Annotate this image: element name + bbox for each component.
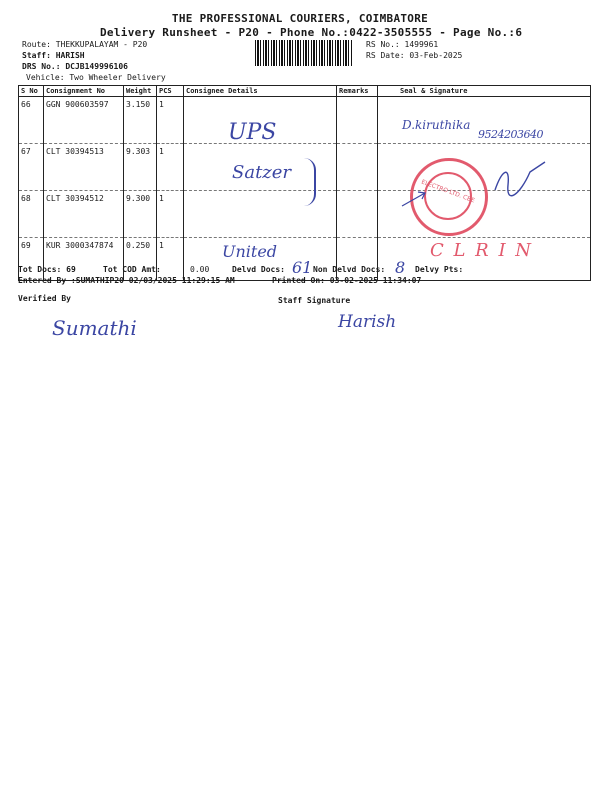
cell-pcs: 1 bbox=[157, 144, 184, 191]
stamped-initials: C L R I N bbox=[430, 240, 534, 261]
runsheet-subtitle: Delivery Runsheet - P20 - Phone No.:0422-3505555 - Page No.:6 bbox=[100, 26, 523, 39]
total-cod-value: 0.00 bbox=[190, 265, 210, 274]
col-sno: S No bbox=[19, 86, 44, 97]
cell-consignment: GGN 900603597 bbox=[44, 97, 124, 144]
cell-sno: 66 bbox=[19, 97, 44, 144]
rs-date: RS Date: 03-Feb-2025 bbox=[366, 51, 463, 60]
cell-weight: 9.300 bbox=[124, 191, 157, 238]
cell-remarks bbox=[337, 191, 378, 238]
cell-remarks bbox=[337, 144, 378, 191]
handwritten-delivered-count: 61 bbox=[292, 258, 313, 277]
staff-handwritten-signature: Harish bbox=[338, 312, 397, 332]
col-consignment: Consignment No bbox=[44, 86, 124, 97]
cell-weight: 0.250 bbox=[124, 238, 157, 281]
cell-consignment: CLT 30394513 bbox=[44, 144, 124, 191]
handwritten-satzer: Satzer bbox=[232, 162, 292, 183]
cell-pcs: 1 bbox=[157, 191, 184, 238]
handwritten-ups: UPS bbox=[228, 120, 277, 145]
total-docs: Tot Docs: 69 bbox=[18, 265, 76, 274]
handwritten-non-delivered-count: 8 bbox=[395, 258, 406, 277]
verified-signature: Sumathi bbox=[52, 316, 137, 340]
cell-sno: 68 bbox=[19, 191, 44, 238]
non-delivered-docs-label: Non Delvd Docs: bbox=[313, 265, 386, 274]
signature-scribble-icon bbox=[490, 160, 550, 200]
cell-sno: 69 bbox=[19, 238, 44, 281]
col-pcs: PCS bbox=[157, 86, 184, 97]
handwritten-recipient-name: D.kiruthika bbox=[402, 118, 471, 132]
cell-sno: 67 bbox=[19, 144, 44, 191]
table-header-row bbox=[19, 86, 591, 97]
rs-number: RS No.: 1499961 bbox=[366, 40, 439, 49]
cell-pcs: 1 bbox=[157, 238, 184, 281]
handwritten-phone: 9524203640 bbox=[478, 128, 543, 141]
col-weight: Weight bbox=[124, 86, 157, 97]
route-label: Route: THEKKUPALAYAM - P20 bbox=[22, 40, 148, 49]
document-title: THE PROFESSIONAL COURIERS, COIMBATORE bbox=[171, 12, 429, 25]
cell-weight: 3.150 bbox=[124, 97, 157, 144]
cell-consignment: CLT 30394512 bbox=[44, 191, 124, 238]
verified-by-label: Verified By bbox=[18, 294, 71, 303]
cell-remarks bbox=[337, 97, 378, 144]
handwritten-united: United bbox=[222, 242, 278, 261]
col-seal-signature: Seal & Signature bbox=[378, 86, 591, 97]
seal-text: ELECTRO LTD. CBE bbox=[420, 178, 476, 205]
delivered-docs-label: Delvd Docs: bbox=[232, 265, 285, 274]
total-cod-label: Tot COD Amt: bbox=[103, 265, 161, 274]
cell-remarks bbox=[337, 238, 378, 281]
barcode-icon bbox=[255, 40, 353, 66]
cell-pcs: 1 bbox=[157, 97, 184, 144]
delivery-points-label: Delvy Pts: bbox=[415, 265, 464, 274]
staff-signature-label: Staff Signature bbox=[278, 296, 351, 305]
staff-label: Staff: HARISH bbox=[22, 51, 85, 60]
col-remarks: Remarks bbox=[337, 86, 378, 97]
bracket-mark-icon bbox=[300, 158, 316, 206]
entered-by: Entered By :SUMATHIP20 02/03/2025 11:29:15 AM bbox=[18, 276, 235, 285]
col-consignee: Consignee Details bbox=[184, 86, 337, 97]
vehicle-label: Vehicle: Two Wheeler Delivery bbox=[26, 73, 166, 82]
cell-consignment: KUR 3000347874 bbox=[44, 238, 124, 281]
printed-on: Printed On: 03-02-2025 11:34:07 bbox=[272, 276, 422, 285]
arrow-mark-icon bbox=[400, 188, 430, 208]
drs-number: DRS No.: DCJB149996106 bbox=[22, 62, 128, 71]
cell-weight: 9.303 bbox=[124, 144, 157, 191]
